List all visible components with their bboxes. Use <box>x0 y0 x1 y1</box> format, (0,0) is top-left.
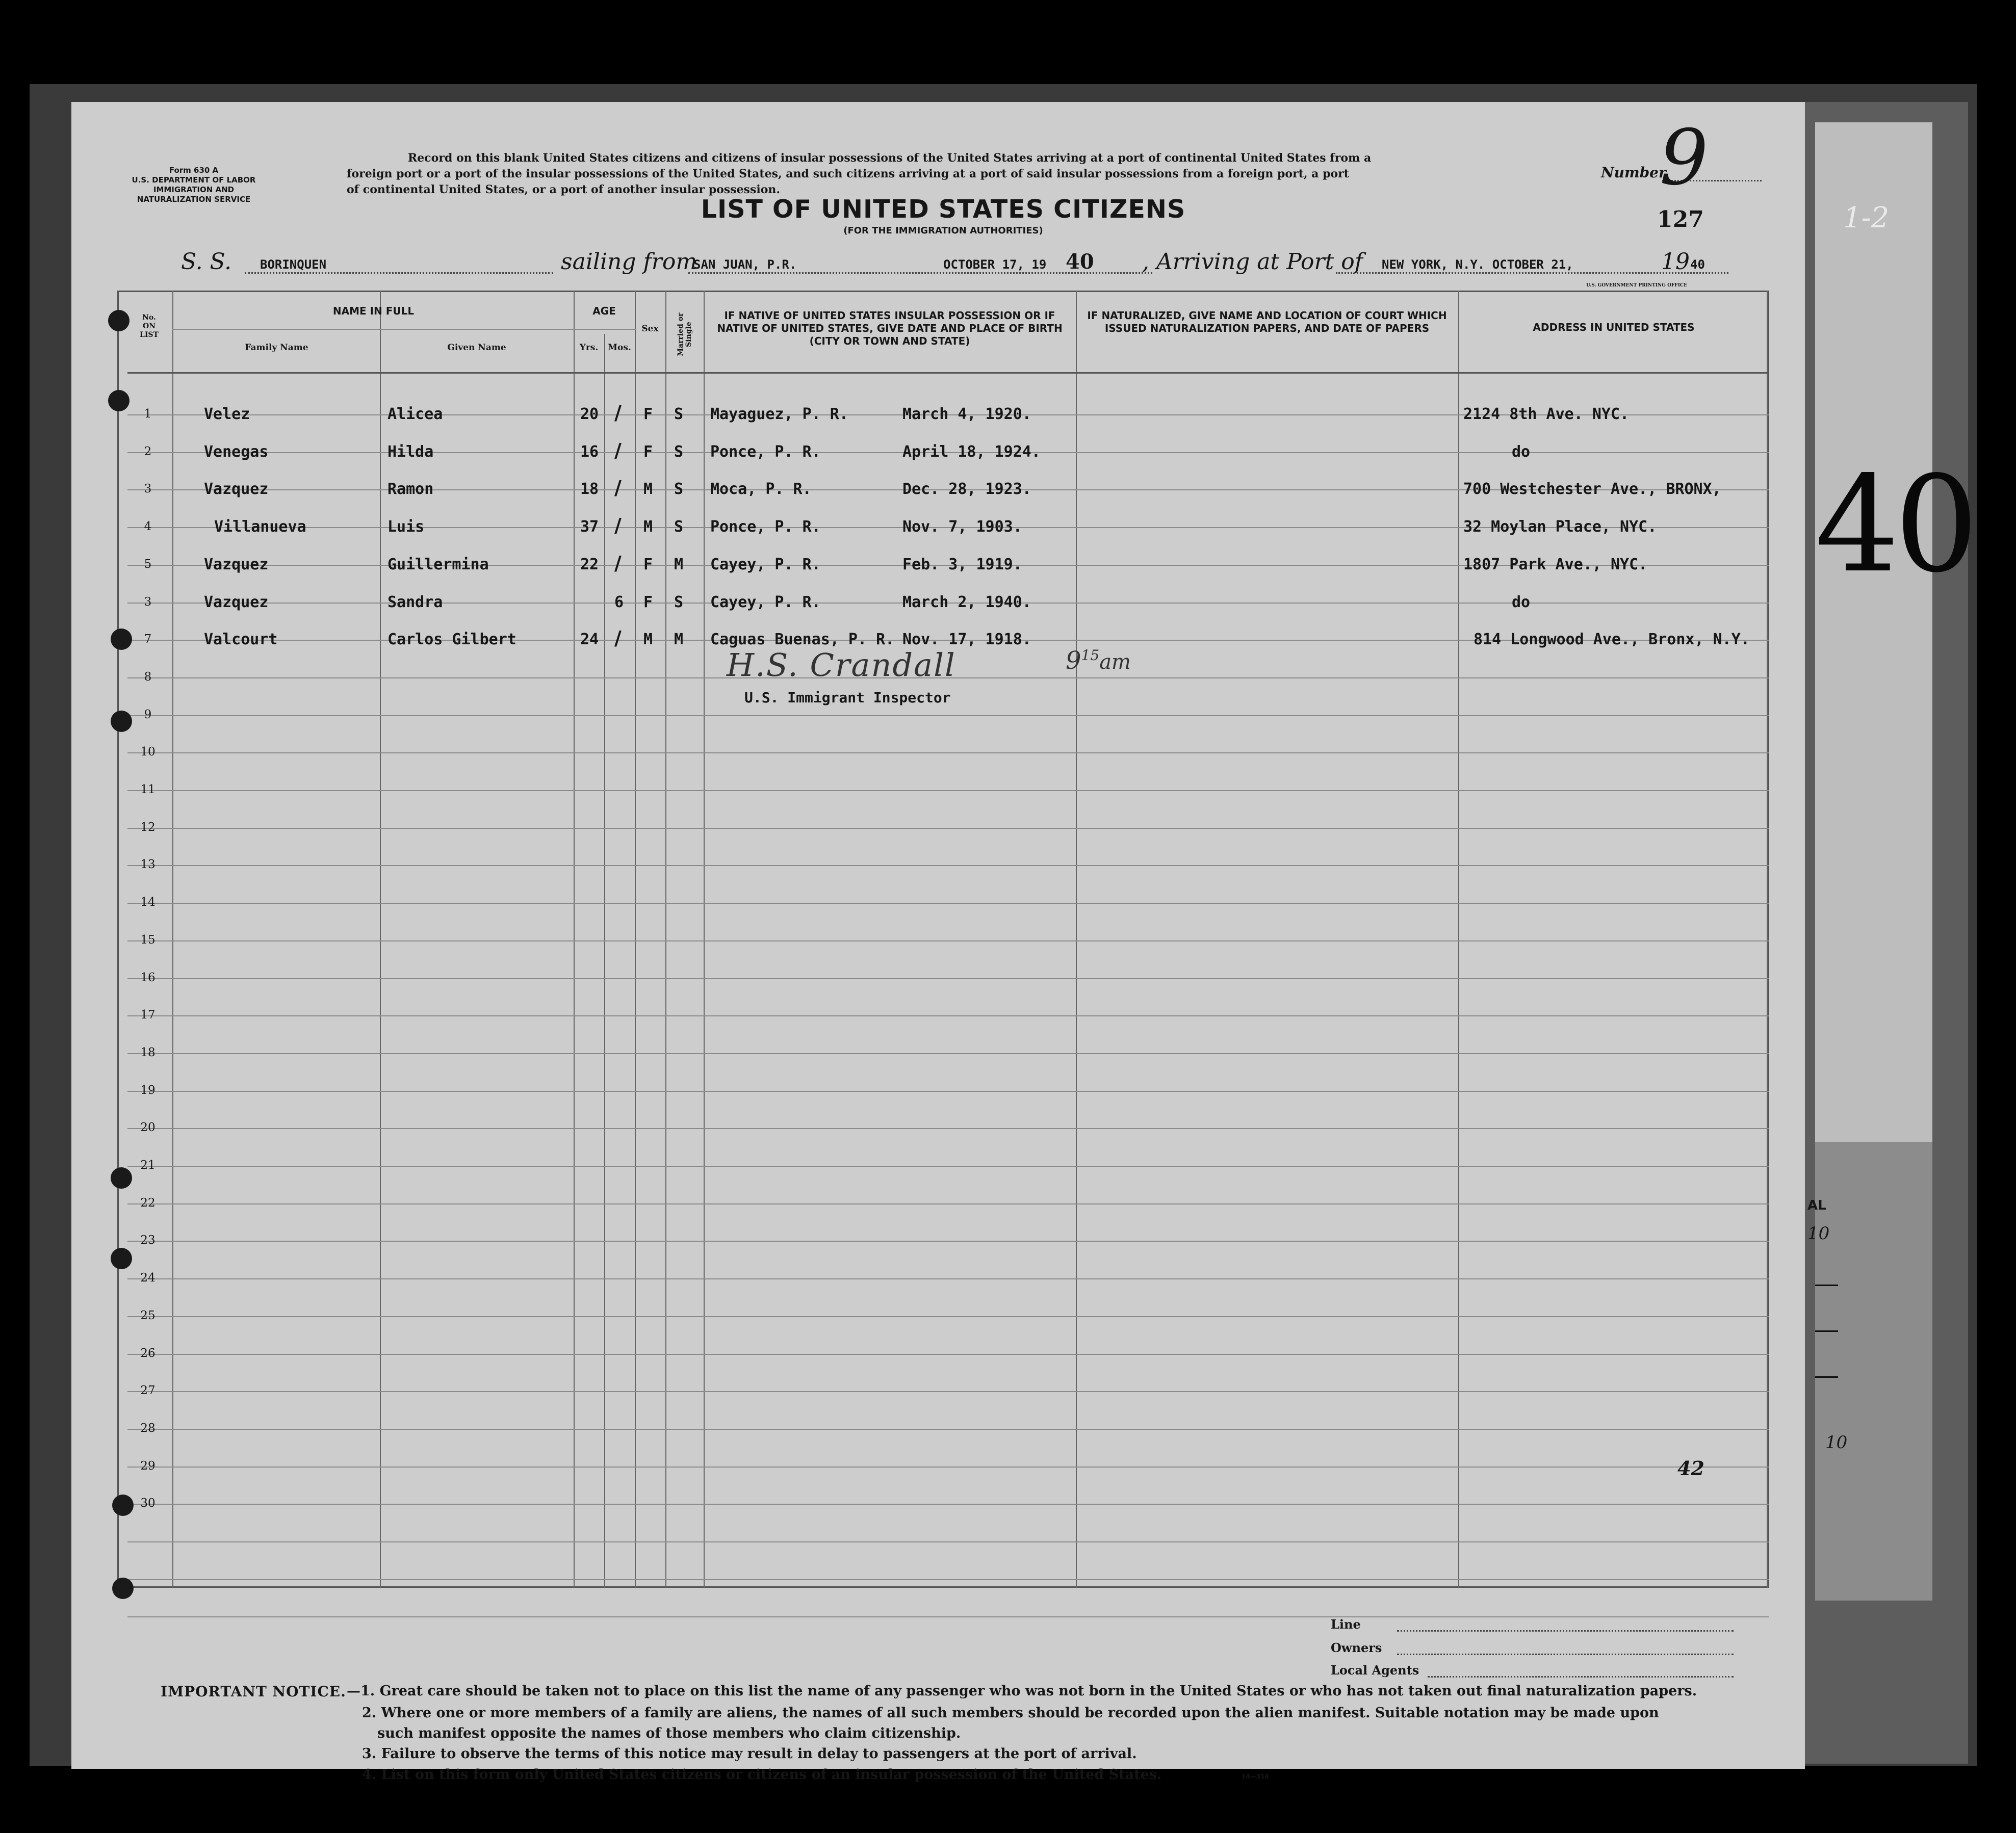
time-suffix: am <box>1099 650 1131 674</box>
ship-line <box>245 272 553 274</box>
cell-family: Vazquez <box>204 480 269 498</box>
cell-mos: 6 <box>614 593 624 611</box>
inspector-signature: H.S. Crandall <box>727 646 956 684</box>
cell-sex: M <box>643 480 653 498</box>
cell-ms: S <box>674 480 684 498</box>
header-bottom-line <box>127 372 1769 374</box>
row-rule <box>127 828 1769 829</box>
cell-sex: F <box>643 405 653 423</box>
bottom-mark: 42 <box>1677 1457 1704 1480</box>
port-from: SAN JUAN, P.R. <box>693 257 797 272</box>
header-notice <box>347 150 1519 198</box>
cell-address: 700 Westchester Ave., BRONX, <box>1463 480 1721 498</box>
cell-given: Guillermina <box>387 556 489 573</box>
important-notice-label: IMPORTANT NOTICE. <box>161 1683 346 1700</box>
punch-hole <box>111 629 132 650</box>
col-divider <box>1458 291 1459 1588</box>
year-to: 40 <box>1690 257 1705 272</box>
notice-line: of continental United States, or a port of another insular possession. <box>347 183 781 196</box>
punch-hole <box>111 711 132 732</box>
cell-ms: S <box>674 405 684 423</box>
notice-item-1: —1. Great care should be taken not to place on this list the name of any passenger who was not born in the United States or who has not taken out final naturalization papers. <box>347 1683 1697 1699</box>
cell-date: April 18, 1924. <box>902 443 1041 461</box>
header-yrs: Yrs. <box>579 343 599 353</box>
header-given-name: Given Name <box>447 343 506 353</box>
row-rule <box>127 1354 1769 1355</box>
row-rule <box>127 1316 1769 1317</box>
cell-address: 32 Moylan Place, NYC. <box>1463 518 1657 536</box>
cell-place: Mayaguez, P. R. <box>710 405 848 423</box>
header-address: ADDRESS IN UNITED STATES <box>1533 321 1695 333</box>
header-native: IF NATIVE OF UNITED STATES INSULAR POSSESSION OR IF NATIVE OF UNITED STATES, GIVE DATE AND PLACE OF BIRTH (CITY OR TOWN AND STATE) <box>717 309 1063 347</box>
row-rule <box>127 1015 1769 1016</box>
header-sex: Sex <box>641 324 659 334</box>
col-divider <box>635 291 636 1588</box>
time-hour: 9 <box>1066 646 1081 675</box>
row-number: 17 <box>140 1008 156 1022</box>
row-number: 16 <box>140 971 156 984</box>
cell-ms: S <box>674 443 684 461</box>
cell-mos: / <box>614 514 622 537</box>
cell-no: 3 <box>144 595 152 609</box>
margin-al: AL <box>1807 1198 1826 1213</box>
cell-ms: S <box>674 593 684 611</box>
notice-item-2: 2. Where one or more members of a family are aliens, the names of all such members should be recorded upon the alien manifest. Suitable notation may be made upon <box>362 1705 1659 1721</box>
row-rule <box>127 1616 1769 1617</box>
row-number: 11 <box>140 783 156 796</box>
cell-yrs: 16 <box>580 443 599 461</box>
notice-item-3: 3. Failure to observe the terms of this notice may result in delay to passengers at the port of arrival. <box>362 1746 1137 1762</box>
row-number: 29 <box>140 1459 156 1473</box>
year-from: 40 <box>1066 250 1094 274</box>
cell-given: Carlos Gilbert <box>387 631 516 648</box>
form-service-2: NATURALIZATION SERVICE <box>137 195 251 204</box>
form-info <box>117 166 270 204</box>
corner-mark: 1-2 <box>1843 201 1890 234</box>
cell-family: Velez <box>204 405 250 423</box>
punch-hole <box>112 1578 134 1599</box>
adjacent-page-upper <box>1815 122 1932 1142</box>
cell-place: Cayey, P. R. <box>710 556 821 573</box>
cell-mos: / <box>614 552 622 574</box>
row-number: 15 <box>140 933 156 947</box>
header-subdivider <box>172 329 636 330</box>
row-rule <box>127 1166 1769 1167</box>
margin-tick <box>1815 1376 1838 1378</box>
cell-yrs: 22 <box>580 556 599 573</box>
col-divider <box>172 291 173 1588</box>
cell-date: Dec. 28, 1923. <box>902 480 1031 498</box>
row-rule <box>127 1091 1769 1092</box>
cell-ms: S <box>674 518 684 536</box>
page-number: 127 <box>1657 206 1704 232</box>
cell-sex: M <box>643 631 653 648</box>
header-no-text: No. <box>142 313 156 322</box>
cell-family: Vazquez <box>204 556 269 573</box>
row-rule <box>127 1504 1769 1505</box>
cell-date: March 4, 1920. <box>902 405 1031 423</box>
cell-given: Ramon <box>387 480 434 498</box>
inspector-title: U.S. Immigrant Inspector <box>744 689 951 706</box>
notice-item-4: 4. List on this form only United States citizens or citizens of an insular possession of the United States. <box>362 1767 1162 1783</box>
cell-address: do <box>1512 593 1531 611</box>
row-number: 25 <box>140 1309 156 1322</box>
cell-sex: F <box>643 556 653 573</box>
header-family-name: Family Name <box>245 343 308 353</box>
page-subtitle: (FOR THE IMMIGRATION AUTHORITIES) <box>843 225 1043 236</box>
row-rule <box>127 978 1769 979</box>
row-rule <box>127 715 1769 716</box>
cell-no: 1 <box>144 407 152 421</box>
margin-10b: 10 <box>1825 1432 1848 1453</box>
arriving-label: , Arriving at Port of <box>1142 249 1363 275</box>
cell-place: Ponce, P. R. <box>710 518 821 536</box>
row-number: 21 <box>140 1159 156 1172</box>
notice-line: foreign port or a port of the insular possessions of the United States, and such citizens arriving at a port of said insular possessions from a foreign port, a port <box>347 167 1349 180</box>
row-rule <box>127 1203 1769 1204</box>
cell-address: 814 Longwood Ave., Bronx, N.Y. <box>1474 631 1750 648</box>
col-divider <box>665 291 666 1588</box>
cell-given: Sandra <box>387 593 443 611</box>
local-agents-label: Local Agents <box>1331 1663 1419 1678</box>
cell-place: Cayey, P. R. <box>710 593 821 611</box>
row-rule <box>127 1429 1769 1430</box>
adjacent-page-lower <box>1815 1142 1932 1601</box>
inspector-time <box>1066 646 1131 675</box>
line-field <box>1397 1630 1734 1632</box>
cell-family: Villanueva <box>214 518 306 536</box>
header-married: Married or Single <box>677 312 693 356</box>
form-dept: U.S. DEPARTMENT OF LABOR <box>132 175 256 185</box>
col-divider <box>1767 291 1768 1588</box>
col-divider <box>704 291 705 1588</box>
margin-10a: 10 <box>1807 1223 1830 1244</box>
cell-no: 7 <box>144 633 152 646</box>
header-mos: Mos. <box>608 343 631 353</box>
row-number: 27 <box>140 1384 156 1397</box>
row-number: 12 <box>140 821 156 834</box>
row-rule <box>127 1278 1769 1279</box>
row-number: 8 <box>144 670 152 684</box>
punch-hole <box>108 310 130 331</box>
cell-address: do <box>1512 443 1531 461</box>
margin-tick <box>1815 1330 1838 1332</box>
header-list-text: LIST <box>140 331 159 339</box>
col-divider <box>604 334 605 1588</box>
row-rule <box>127 752 1769 753</box>
cell-family: Vazquez <box>204 593 269 611</box>
notice-item-2-cont: such manifest opposite the names of those members who claim citizenship. <box>377 1725 961 1741</box>
header-name-in-full: NAME IN FULL <box>332 305 415 317</box>
cell-mos: / <box>614 439 622 462</box>
row-number: 18 <box>140 1046 156 1059</box>
form-code: 14—314 <box>1242 1773 1269 1780</box>
row-number: 20 <box>140 1121 156 1134</box>
local-agents-field <box>1428 1676 1734 1678</box>
page-title: LIST OF UNITED STATES CITIZENS <box>701 195 1186 224</box>
row-rule <box>127 865 1769 866</box>
line-label: Line <box>1331 1617 1361 1632</box>
row-number: 23 <box>140 1234 156 1247</box>
cell-mos: / <box>614 401 622 424</box>
punch-hole <box>111 1167 132 1189</box>
cell-date: Nov. 17, 1918. <box>902 631 1031 648</box>
row-rule <box>127 1467 1769 1468</box>
header-on-text: ON <box>143 322 156 330</box>
cell-ms: M <box>674 631 684 648</box>
cell-place: Ponce, P. R. <box>710 443 821 461</box>
row-rule <box>127 1579 1769 1580</box>
cell-yrs: 18 <box>580 480 599 498</box>
row-rule <box>127 790 1769 791</box>
cell-given: Luis <box>387 518 425 536</box>
row-rule <box>127 1053 1769 1054</box>
date-from: OCTOBER 17, 19 <box>943 257 1047 272</box>
cell-no: 5 <box>144 558 152 571</box>
sailing-label: sailing from <box>561 249 697 275</box>
time-minutes: 15 <box>1081 647 1100 664</box>
cell-mos: / <box>614 476 622 499</box>
cell-address: 1807 Park Ave., NYC. <box>1463 556 1648 573</box>
row-rule <box>127 1128 1769 1129</box>
margin-large-mark: 40 <box>1815 448 1974 602</box>
number-label: Number <box>1601 164 1666 181</box>
header-naturalized: IF NATURALIZED, GIVE NAME AND LOCATION OF COURT WHICH ISSUED NATURALIZATION PAPERS, AND DATE OF PAPERS <box>1087 309 1447 334</box>
row-number: 28 <box>140 1422 156 1435</box>
cell-sex: F <box>643 443 653 461</box>
owners-field <box>1397 1654 1734 1655</box>
cell-sex: F <box>643 593 653 611</box>
owners-label: Owners <box>1331 1640 1382 1655</box>
row-rule <box>127 1241 1769 1242</box>
row-rule <box>127 1391 1769 1392</box>
printing-note: U.S. GOVERNMENT PRINTING OFFICE <box>1586 283 1687 288</box>
cell-mos: / <box>614 626 622 649</box>
cell-date: Feb. 3, 1919. <box>902 556 1022 573</box>
row-number: 22 <box>140 1196 156 1210</box>
cell-ms: M <box>674 556 684 573</box>
ship-name: BORINQUEN <box>260 257 327 272</box>
cell-date: Nov. 7, 1903. <box>902 518 1022 536</box>
punch-hole <box>112 1495 134 1516</box>
row-rule <box>127 1541 1769 1542</box>
form-number: Form 630 A <box>169 166 219 175</box>
cell-yrs: 24 <box>580 631 599 648</box>
col-divider <box>574 291 575 1588</box>
row-number: 13 <box>140 858 156 871</box>
cell-date: March 2, 1940. <box>902 593 1031 611</box>
number-value: 9 <box>1660 114 1709 202</box>
punch-hole <box>111 1248 132 1269</box>
row-rule <box>127 940 1769 941</box>
row-number: 9 <box>144 708 152 721</box>
cell-place: Caguas Buenas, P. R. <box>710 631 895 648</box>
cell-family: Valcourt <box>204 631 278 648</box>
row-number: 26 <box>140 1347 156 1360</box>
row-number: 24 <box>140 1271 156 1285</box>
cell-place: Moca, P. R. <box>710 480 812 498</box>
year-prefix: 19 <box>1661 249 1690 275</box>
form-service-1: IMMIGRATION AND <box>153 185 235 194</box>
cell-no: 3 <box>144 482 152 495</box>
cell-yrs: 20 <box>580 405 599 423</box>
port-to: NEW YORK, N.Y. OCTOBER 21, <box>1382 257 1573 272</box>
margin-tick <box>1815 1285 1838 1286</box>
cell-yrs: 37 <box>580 518 599 536</box>
col-divider <box>1076 291 1077 1588</box>
cell-given: Alicea <box>387 405 443 423</box>
cell-address: 2124 8th Ave. NYC. <box>1463 405 1630 423</box>
header-no <box>127 313 171 339</box>
punch-hole <box>108 390 130 411</box>
row-number: 30 <box>140 1497 156 1510</box>
row-number: 14 <box>140 896 156 909</box>
cell-no: 2 <box>144 445 152 458</box>
cell-sex: M <box>643 518 653 536</box>
header-age: AGE <box>592 305 616 317</box>
row-number: 10 <box>140 745 156 758</box>
cell-given: Hilda <box>387 443 434 461</box>
col-divider <box>380 291 381 1588</box>
notice-line: Record on this blank United States citizens and citizens of insular possessions of the United States arriving at a port of continental United States from a <box>408 151 1372 165</box>
row-rule <box>127 903 1769 904</box>
ss-label: S. S. <box>181 249 232 275</box>
cell-no: 4 <box>144 520 152 533</box>
row-number: 19 <box>140 1084 156 1097</box>
cell-family: Venegas <box>204 443 269 461</box>
